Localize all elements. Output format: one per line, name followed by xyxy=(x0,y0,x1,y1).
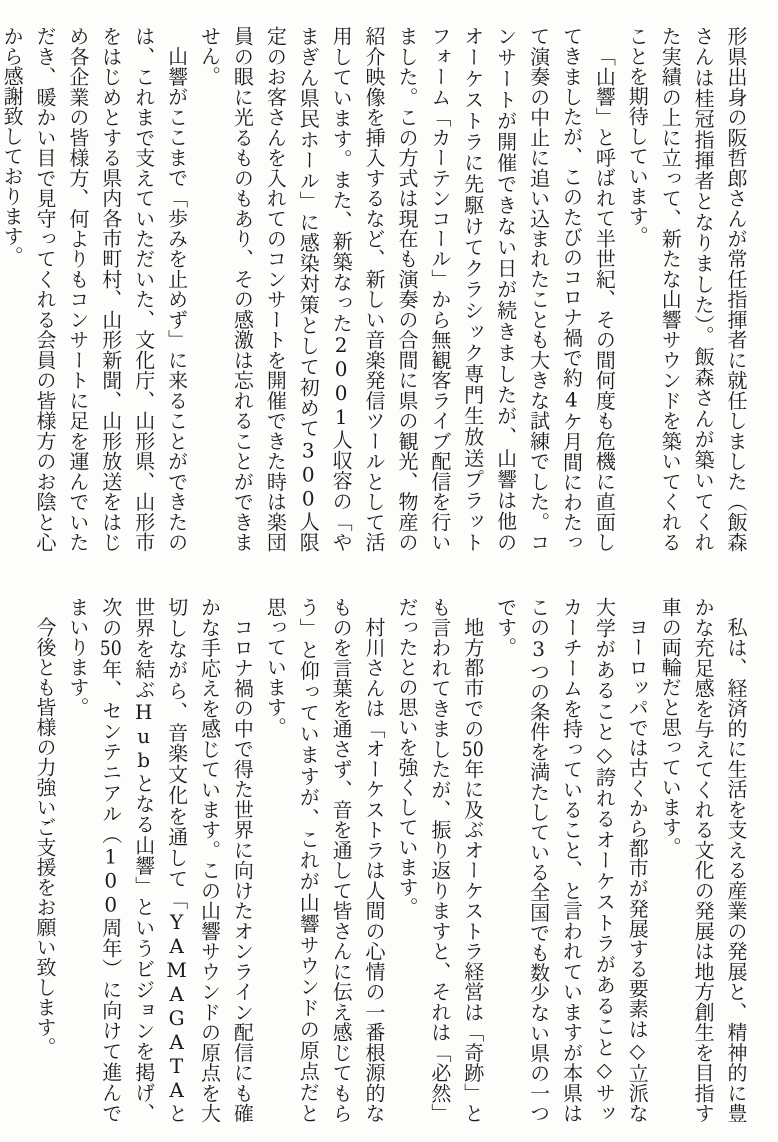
tate-chu-yoko-number: 50 xyxy=(99,638,122,659)
tate-chu-yoko-number: 50 xyxy=(461,738,484,759)
paragraph: コロナ禍の中で得た世界に向けたオンライン配信にも確かな手応えを感じています。この山響サウンドの原点を大切しながら、音楽文化を通して「YAMAGATAと世界を結ぶHubとなる山響」というビジョンを掲げ、次の50年、センテニアル（100周年）に向けて進んでまいります。 xyxy=(65,597,255,1123)
passage-bottom xyxy=(26,597,752,1123)
paragraph: ヨーロッパでは古くから都市が発展する要素は◇立派な大学があること◇誇れるオーケストラがあること◇サッカーチームを持っていること、と言われていますが本県はこの3つの条件を満たしている全国でも数少ない県の一つです。 xyxy=(493,597,650,1123)
paragraph: 地方都市での50年に及ぶオーケストラ経営は「奇跡」とも言われてきましたが、振り返りますと、それは「必然」だったとの思いを強くしています。 xyxy=(394,597,485,1123)
paragraph: 私は、経済的に生活を支える産業の発展と、精神的に豊かな充足感を与えてくれる文化の発展は地方創生を目指す車の両輪だと思っています。 xyxy=(658,597,748,1123)
paragraph: 村川さんは「オーケストラは人間の心情の一番根源的なものを言葉を通さず、音を通して皆さんに伝え感じてもらう」と仰っていますが、これが山響サウンドの原点だと思っています。 xyxy=(263,597,387,1123)
paragraph: 山響がここまで「歩みを止めず」に来ることができたのは、これまで支えていただいた、文化庁、山形県、山形市をはじめとする県内各市町村、山形新聞、山形放送をはじめ各企業の皆様方、何よりもコンサートに足を運んでいただき、暖かい目で見守ってくれる会員の皆様方のお陰と心から感謝致しております。 xyxy=(0,26,189,552)
paragraph: 今後とも皆様の力強いご支援をお願い致します。 xyxy=(32,617,57,1057)
paragraph: 形県出身の阪哲郎さんが常任指揮者に就任しました（飯森さんは桂冠指揮者となりました）。飯森さんが築いてくれた実績の上に立って、新たな山響サウンドを築いてくれることを期待しています。 xyxy=(625,26,748,552)
paragraph: 「山響」と呼ばれて半世紀、その間何度も危機に直面してきましたが、このたびのコロナ禍で約4ケ月間にわたって演奏の中止に追い込まれたことも大きな試練でした。コンサートが開催できない日が続きましたが、山響は他のオーケストラに先駆けてクラシック専門生放送プラットフォーム「カーテンコール」から無観客ライブ配信を行いました。この方式は現在も演奏の合間に県の観光、物産の紹介映像を挿入するなど、新しい音楽発信ツールとして活用しています。また、新築なった2001人収容の「やまぎん県民ホール」に感染対策として初めて300人限定のお客さんを入れてのコンサートを開催できた時は楽団員の眼に光るものもあり、その感激は忘れることができません。 xyxy=(197,26,617,552)
passage-top xyxy=(0,26,752,552)
